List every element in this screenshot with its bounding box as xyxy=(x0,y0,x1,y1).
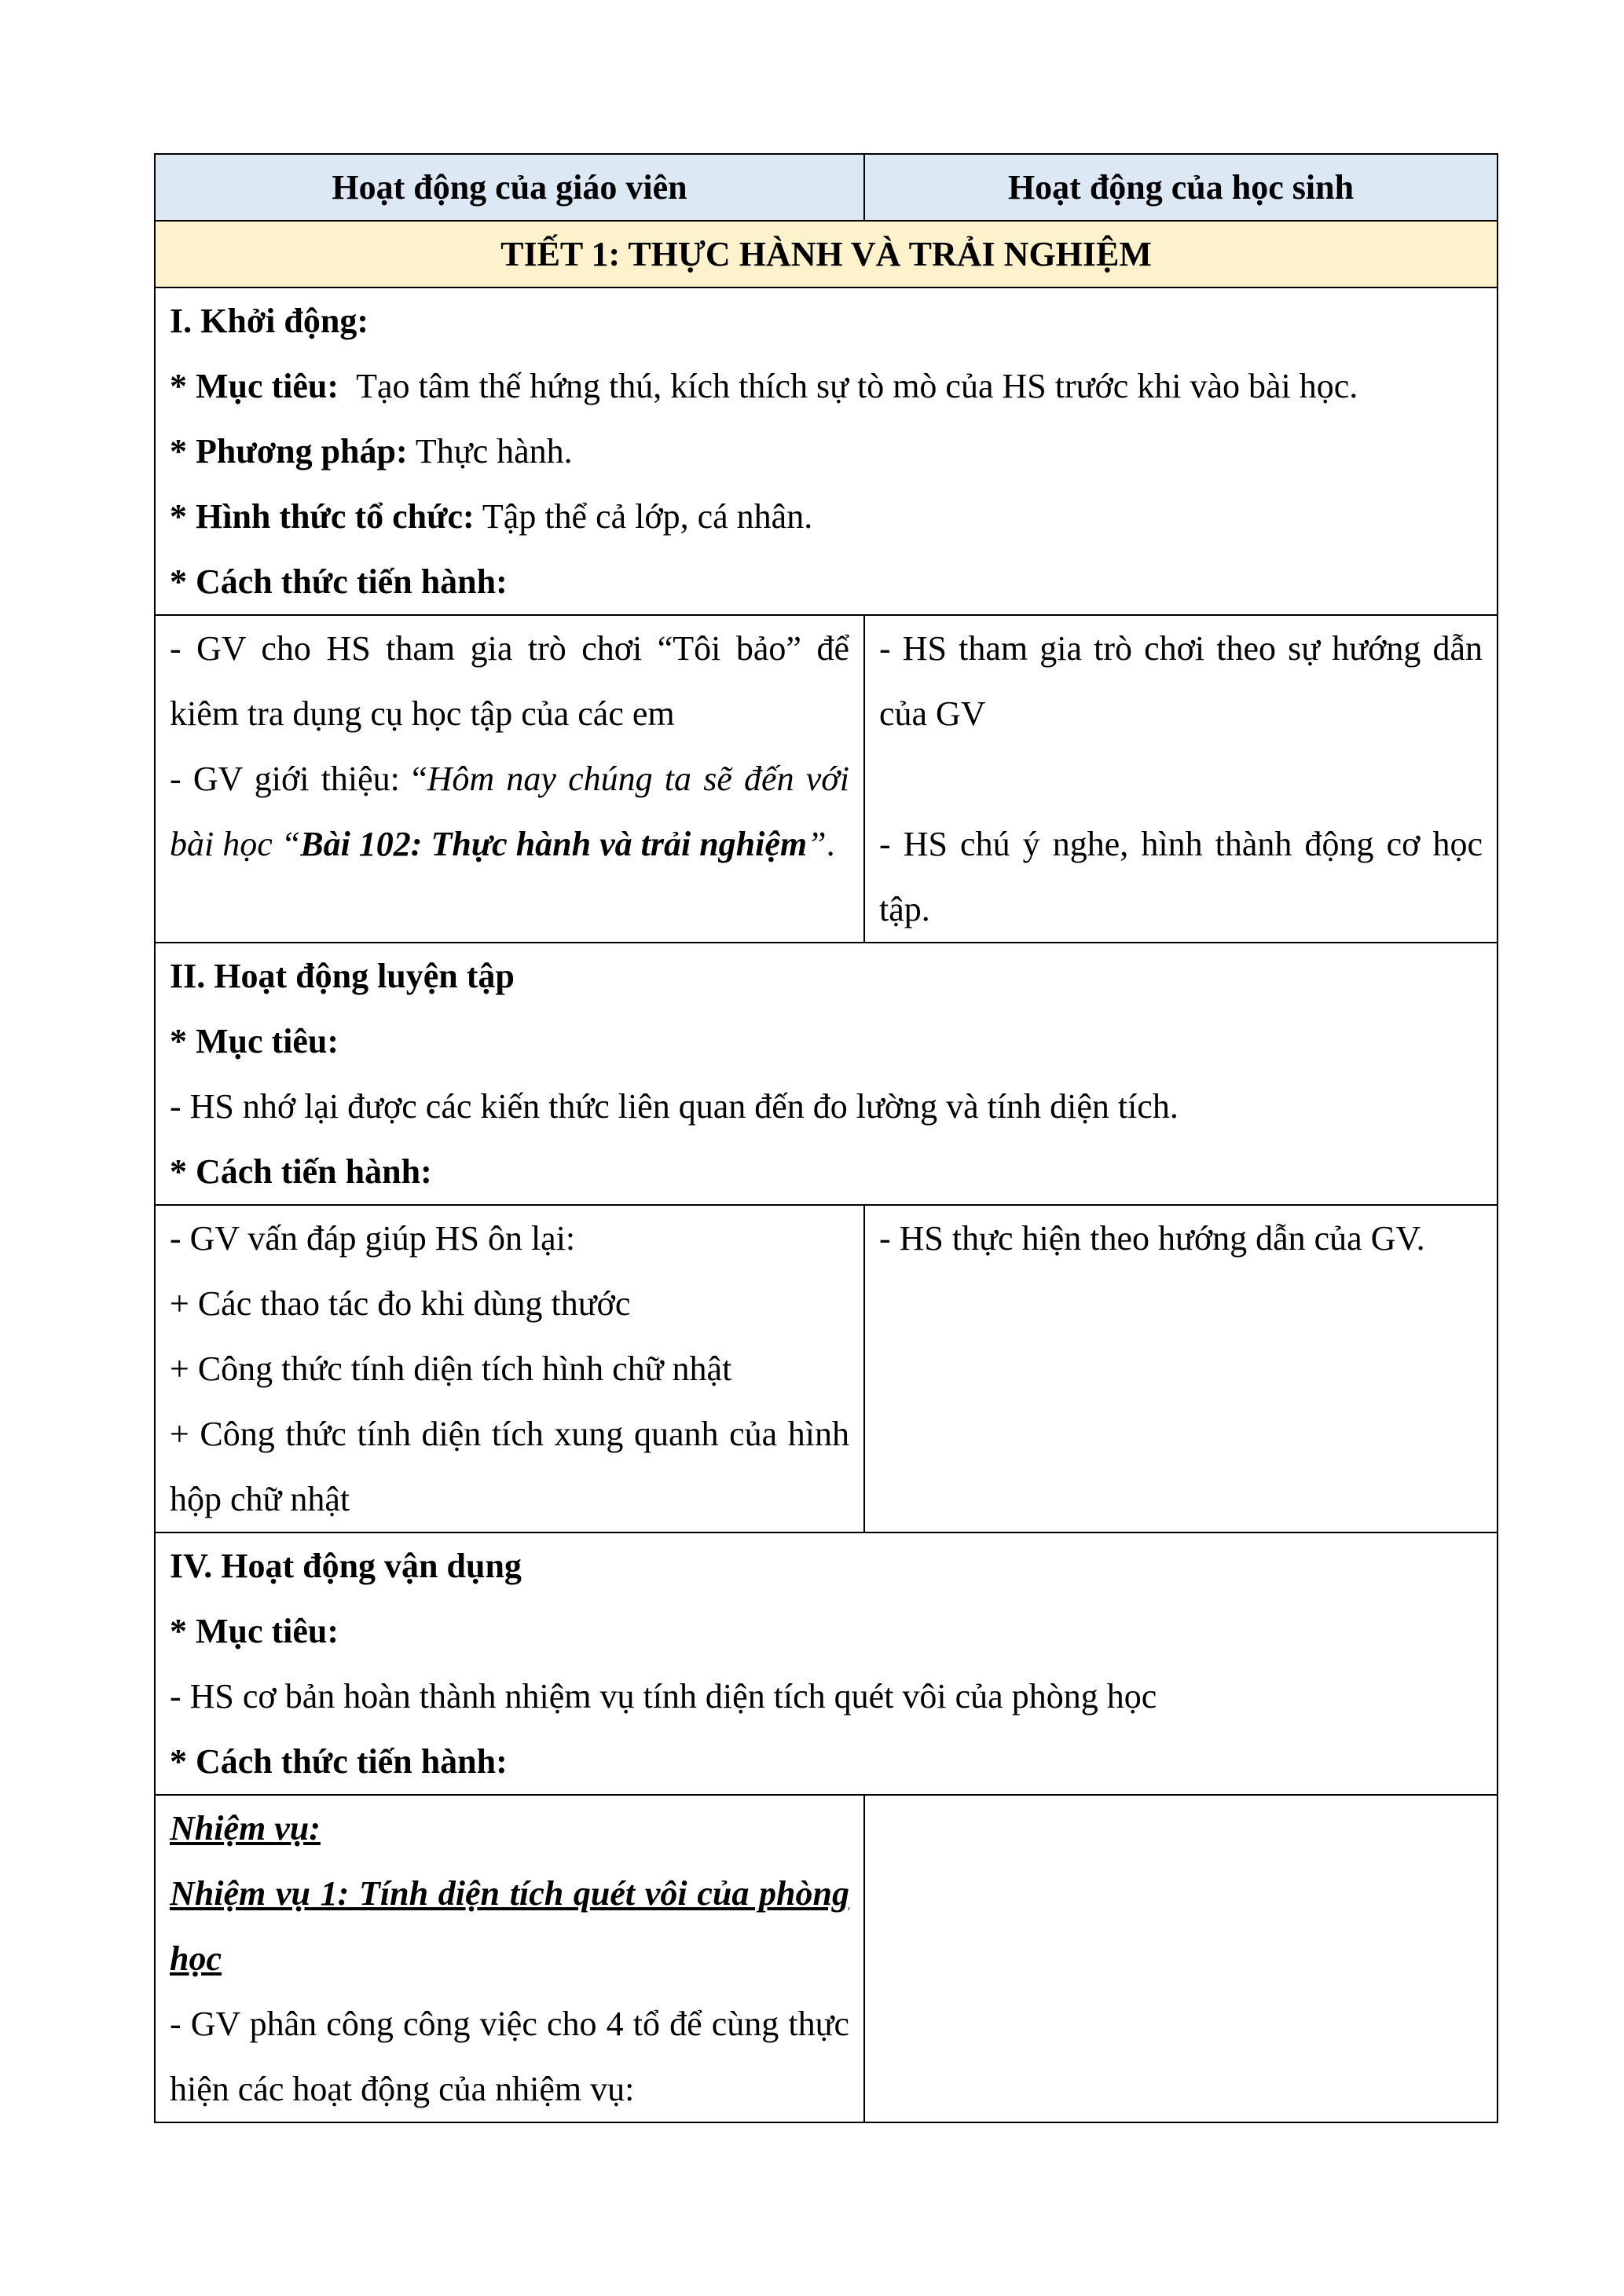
section1-goal xyxy=(170,353,1483,419)
section2-title: II. Hoạt động luyện tập xyxy=(170,957,515,995)
section1-procedure-label: * Cách thức tiến hành: xyxy=(170,562,508,601)
section1-teacher-2-end: ” xyxy=(807,825,827,863)
section1-form-label: * Hình thức tổ chức: xyxy=(170,497,475,536)
section2-activity-row xyxy=(155,1205,1498,1532)
section4-title: IV. Hoạt động vận dụng xyxy=(170,1547,522,1585)
section1-method xyxy=(170,419,1483,484)
section1-teacher-2-italic: Hôm nay chúng ta sẽ đến với bài học “ xyxy=(170,760,849,863)
section4-activity-row xyxy=(155,1795,1498,2122)
lesson-title: TIẾT 1: THỰC HÀNH VÀ TRẢI NGHIỆM xyxy=(155,221,1498,287)
section4-student-cell xyxy=(864,1795,1498,2122)
section2-teacher-line: + Công thức tính diện tích xung quanh của hình hộp chữ nhật xyxy=(170,1415,849,1518)
section1-form-text: Tập thể cả lớp, cá nhân. xyxy=(482,497,813,536)
section1-teacher-2-prefix: - GV giới thiệu: “ xyxy=(170,760,427,798)
section1-goal-label: * Mục tiêu: xyxy=(170,367,339,405)
section2-student-1: - HS thực hiện theo hướng dẫn của GV. xyxy=(879,1219,1425,1258)
lesson-title-row xyxy=(155,221,1498,287)
section1-student-cell xyxy=(864,615,1498,943)
section1-student-1: - HS tham gia trò chơi theo sự hướng dẫn của GV xyxy=(879,629,1483,733)
section2-teacher-cell xyxy=(155,1205,864,1532)
spacer xyxy=(879,746,1483,811)
section4-procedure-label: * Cách thức tiến hành: xyxy=(170,1742,508,1781)
section4-intro xyxy=(155,1532,1498,1795)
section1-teacher-2 xyxy=(170,746,849,877)
section4-teacher-1: - GV phân công công việc cho 4 tổ để cùng thực hiện các hoạt động của nhiệm vụ: xyxy=(170,2005,849,2108)
lesson-plan-table xyxy=(154,153,1498,2123)
section2-student-cell xyxy=(864,1205,1498,1532)
section1-teacher-cell xyxy=(155,615,864,943)
header-teacher: Hoạt động của giáo viên xyxy=(155,154,864,221)
section2-teacher-line: - GV vấn đáp giúp HS ôn lại: xyxy=(170,1219,576,1258)
section1-teacher-2-dot: . xyxy=(826,825,835,863)
section4-task-label: Nhiệm vụ: xyxy=(170,1809,321,1847)
section1-student-2: - HS chú ý nghe, hình thành động cơ học tập. xyxy=(879,825,1483,928)
table-header-row xyxy=(155,154,1498,221)
section1-goal-text: Tạo tâm thế hứng thú, kích thích sự tò mò của HS trước khi vào bài học. xyxy=(356,367,1358,405)
section1-intro xyxy=(155,287,1498,615)
section1-method-label: * Phương pháp: xyxy=(170,432,408,471)
section1-method-text: Thực hành. xyxy=(415,432,573,471)
section4-teacher-cell xyxy=(155,1795,864,2122)
section4-goal-label: * Mục tiêu: xyxy=(170,1612,339,1650)
section4-task1-label: Nhiệm vụ 1: Tính diện tích quét vôi của phòng học xyxy=(170,1874,849,1978)
section1-form xyxy=(170,484,1483,549)
section2-intro xyxy=(155,943,1498,1205)
section2-procedure-label: * Cách tiến hành: xyxy=(170,1152,432,1191)
section2-intro-row xyxy=(155,943,1498,1205)
section1-intro-row xyxy=(155,287,1498,615)
section2-teacher-line: + Công thức tính diện tích hình chữ nhật xyxy=(170,1349,732,1388)
section1-title: I. Khởi động: xyxy=(170,302,368,340)
section4-intro-row xyxy=(155,1532,1498,1795)
section1-teacher-2-lesson-name: Bài 102: Thực hành và trải nghiệm xyxy=(300,825,808,863)
section2-goal-label: * Mục tiêu: xyxy=(170,1022,339,1060)
section1-activity-row xyxy=(155,615,1498,943)
section4-goal-text: - HS cơ bản hoàn thành nhiệm vụ tính diện tích quét vôi của phòng học xyxy=(170,1677,1157,1716)
section1-teacher-1: - GV cho HS tham gia trò chơi “Tôi bảo” để kiêm tra dụng cụ học tập của các em xyxy=(170,629,849,733)
header-student: Hoạt động của học sinh xyxy=(864,154,1498,221)
section2-teacher-line: + Các thao tác đo khi dùng thước xyxy=(170,1284,631,1323)
section2-goal-text: - HS nhớ lại được các kiến thức liên quan đến đo lường và tính diện tích. xyxy=(170,1087,1179,1126)
